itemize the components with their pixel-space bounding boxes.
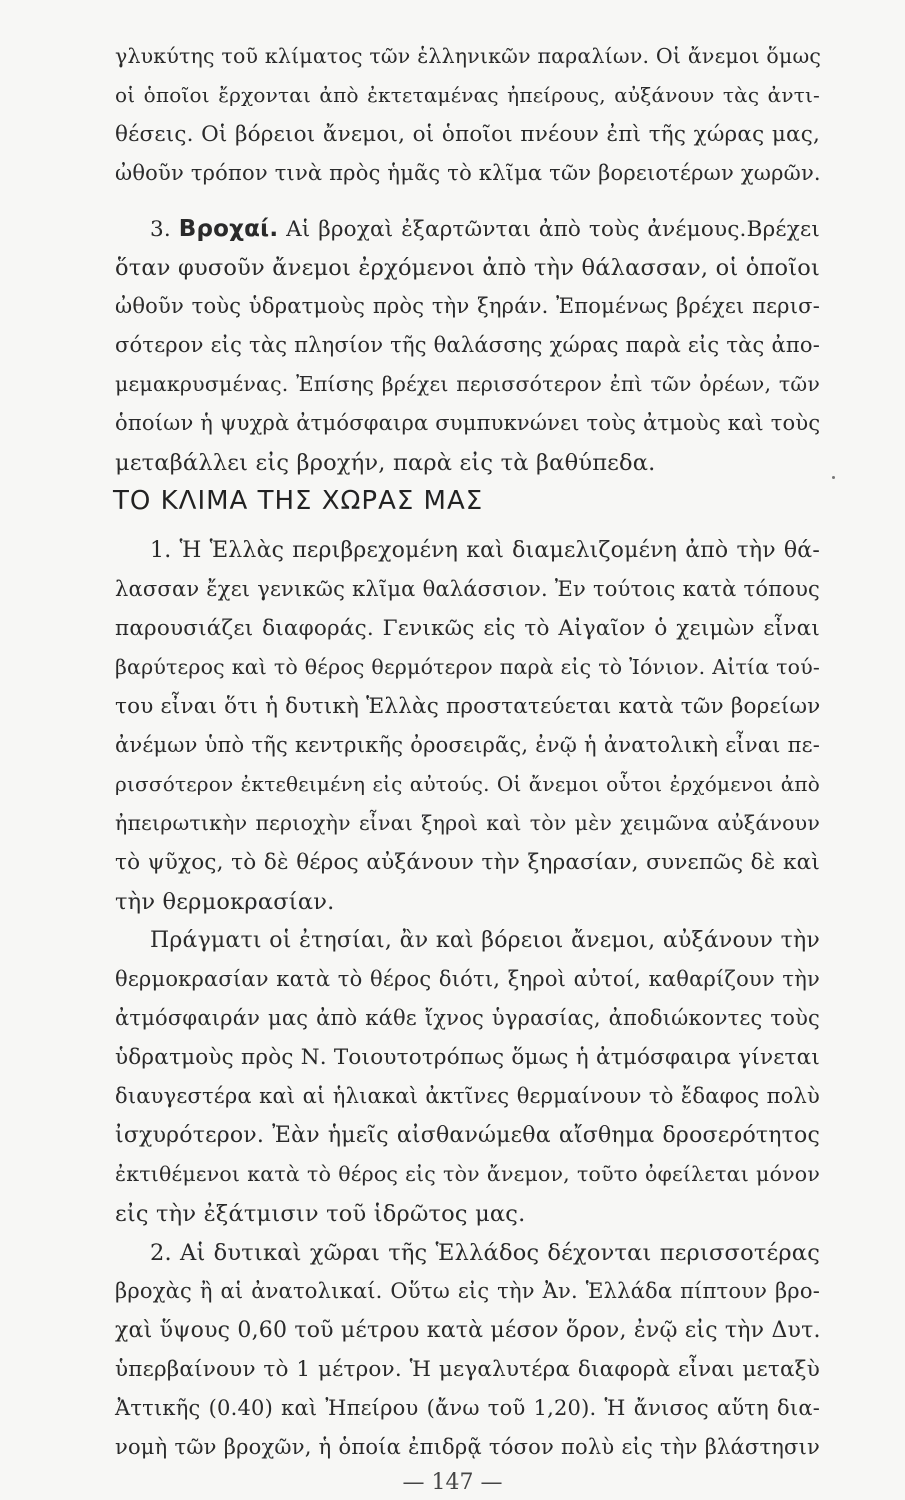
text-line: ὑπερβαίνουν τὸ 1 μέτρον. Ἡ μεγαλυτέρα διαφορὰ εἶναι μεταξὺ (115, 1357, 820, 1382)
text-line: σότερον εἰς τὰς πλησίον τῆς θαλάσσης χώρας παρὰ εἰς τὰς ἀπο- (115, 333, 820, 357)
text-line: ὠθοῦν τοὺς ὑδρατμοὺς πρὸς τὴν ξηράν. Ἐπομένως βρέχει περισ- (115, 294, 820, 318)
text-line: μεμακρυσμένας. Ἐπίσης βρέχει περισσότερον ἐπὶ τῶν ὀρέων, τῶν (115, 372, 820, 396)
text-line: θέσεις. Οἱ βόρειοι ἄνεμοι, οἱ ὁποῖοι πνέουν ἐπὶ τῆς χώρας μας, (115, 122, 820, 147)
text-line: παρουσιάζει διαφοράς. Γενικῶς εἰς τὸ Αἰγαῖον ὁ χειμὼν εἶναι (115, 616, 820, 641)
text-line: βαρύτερος καὶ τὸ θέρος θερμότερον παρὰ εἰς τὸ Ἰόνιον. Αἰτία τού- (115, 655, 820, 679)
section-title: Βροχαί. (178, 216, 279, 242)
text-line: θερμοκρασίαν κατὰ τὸ θέρος διότι, ξηροὶ αὐτοί, καθαρίζουν τὴν (115, 967, 820, 991)
text-line: βροχὰς ἢ αἱ ἀνατολικαί. Οὕτω εἰς τὴν Ἀν. Ἑλλάδα πίπτουν βρο- (115, 1279, 820, 1303)
section-heading: ΤΟ ΚΛΙΜΑ ΤΗΣ ΧΩΡΑΣ ΜΑΣ (113, 486, 484, 516)
text-line: λασσαν ἔχει γενικῶς κλῖμα θαλάσσιον. Ἐν τούτοις κατὰ τόπους (115, 577, 820, 601)
text-line: χαὶ ὕψους 0,60 τοῦ μέτρου κατὰ μέσον ὅρον, ἐνῷ εἰς τὴν Δυτ. (115, 1318, 821, 1343)
text-line: ρισσότερον ἐκτεθειμένη εἰς αὐτούς. Οἱ ἄνεμοι οὗτοι ἐρχόμενοι ἀπὸ (115, 772, 820, 796)
text-line: διαυγεστέρα καὶ αἱ ἡλιακαὶ ἀκτῖνες θερμαίνουν τὸ ἔδαφος πολὺ (115, 1084, 820, 1108)
text-line: 1. Ἡ Ἑλλὰς περιβρεχομένη καὶ διαμελιζομένη ἀπὸ τὴν θά- (150, 538, 820, 563)
text-line: Αἱ βροχαὶ ἐξαρτῶνται ἀπὸ τοὺς ἀνέμους.Βρέχει (286, 217, 820, 242)
text-line: ὑδρατμοὺς πρὸς Ν. Τοιουτοτρόπως ὅμως ἡ ἀτμόσφαιρα γίνεται (115, 1045, 820, 1070)
text-line: Ἀττικῆς (0.40) καὶ Ἠπείρου (ἄνω τοῦ 1,20). Ἡ ἄνισος αὕτη δια- (115, 1396, 820, 1420)
text-line: ὠθοῦν τρόπον τινὰ πρὸς ἡμᾶς τὸ κλῖμα τῶν βορειοτέρων χωρῶν. (115, 161, 821, 185)
text-line: ἠπειρωτικὴν περιοχὴν εἶναι ξηροὶ καὶ τὸν μὲν χειμῶνα αὐξάνουν (115, 811, 820, 835)
text-line: ἐκτιθέμενοι κατὰ τὸ θέρος εἰς τὸν ἄνεμον, τοῦτο ὀφείλεται μόνον (115, 1162, 820, 1186)
text-line: 2. Αἱ δυτικαὶ χῶραι τῆς Ἑλλάδος δέχονται περισσοτέρας (150, 1240, 820, 1266)
speck (832, 476, 835, 479)
text-line: τὸ ψῦχος, τὸ δὲ θέρος αὐξάνουν τὴν ξηρασίαν, συνεπῶς δὲ καὶ (115, 850, 820, 875)
text-line: ἀνέμων ὑπὸ τῆς κεντρικῆς ὀροσειρᾶς, ἐνῷ ἡ ἀνατολικὴ εἶναι πε- (115, 733, 820, 757)
section-number: 3. (150, 217, 171, 242)
text-line: νομὴ τῶν βροχῶν, ἡ ὁποία ἐπιδρᾷ τόσον πολὺ εἰς τὴν βλάστησιν (115, 1435, 820, 1459)
text-line: ἰσχυρότερον. Ἐὰν ἡμεῖς αἰσθανώμεθα αἴσθημα δροσερότητος (115, 1123, 820, 1148)
text-line: οἱ ὁποῖοι ἔρχονται ἀπὸ ἐκτεταμένας ἠπείρους, αὐξάνουν τὰς ἀντι- (115, 83, 820, 107)
text-line: ὅταν φυσοῦν ἄνεμοι ἐρχόμενοι ἀπὸ τὴν θάλασσαν, οἱ ὁποῖοι (115, 255, 820, 281)
page-number: — 147 — (402, 1470, 503, 1495)
rain-first-line (150, 218, 820, 241)
text-line: ἀτμόσφαιράν μας ἀπὸ κάθε ἴχνος ὑγρασίας, ἀποδιώκοντες τοὺς (115, 1006, 820, 1030)
text-line: τὴν θερμοκρασίαν. (115, 889, 335, 915)
text-line: ὁποίων ἡ ψυχρὰ ἀτμόσφαιρα συμπυκνώνει τοὺς ἀτμοὺς καὶ τοὺς (115, 411, 821, 435)
text-line: του εἶναι ὅτι ἡ δυτικὴ Ἑλλὰς προστατεύεται κατὰ τῶν βορείων (115, 694, 821, 719)
text-line: μεταβάλλει εἰς βροχήν, παρὰ εἰς τὰ βαθύπεδα. (115, 450, 656, 476)
text-line: Πράγματι οἱ ἐτησίαι, ἂν καὶ βόρειοι ἄνεμοι, αὐξάνουν τὴν (150, 928, 820, 953)
text-line: γλυκύτης τοῦ κλίματος τῶν ἑλληνικῶν παραλίων. Οἱ ἄνεμοι ὅμως (115, 44, 822, 68)
text-line: εἰς τὴν ἐξάτμισιν τοῦ ἱδρῶτος μας. (115, 1201, 526, 1227)
